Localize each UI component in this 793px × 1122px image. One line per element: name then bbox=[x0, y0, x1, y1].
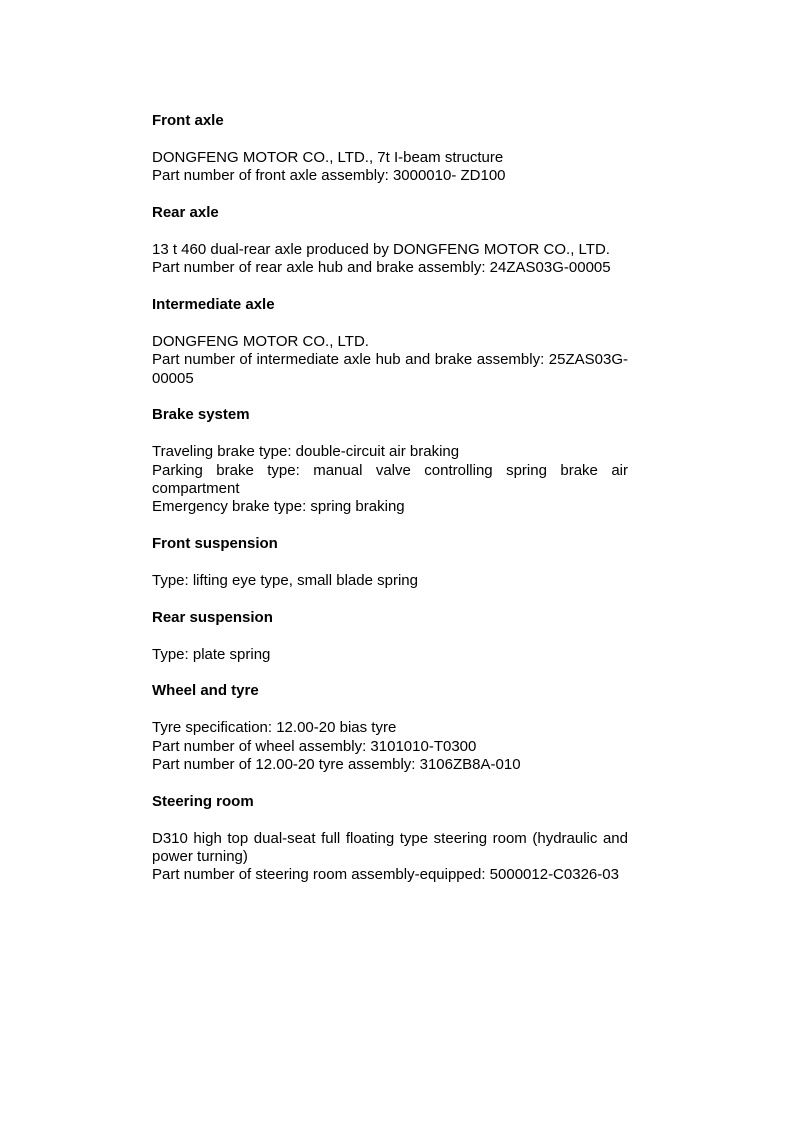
section-text-line: Part number of steering room assembly-equipped: 5000012-C0326-03 bbox=[152, 866, 619, 884]
section-rear-axle bbox=[152, 204, 628, 278]
section-heading: Rear axle bbox=[152, 204, 219, 221]
section-text-line: DONGFENG MOTOR CO., LTD., 7t I-beam structure bbox=[152, 148, 504, 166]
section-heading: Rear suspension bbox=[152, 608, 273, 626]
section-heading: Brake system bbox=[152, 406, 250, 424]
section-text-line: Type: lifting eye type, small blade spring bbox=[152, 572, 418, 590]
section-text-line: Emergency brake type: spring braking bbox=[152, 498, 405, 516]
section-text-line: Tyre specification: 12.00-20 bias tyre bbox=[152, 719, 397, 737]
section-heading: Front suspension bbox=[152, 535, 278, 553]
section-heading: Intermediate axle bbox=[152, 296, 275, 313]
section-text-line: Part number of wheel assembly: 3101010-T0300 bbox=[152, 737, 477, 755]
section-text-line: Traveling brake type: double-circuit air braking bbox=[152, 443, 460, 461]
section-steering-room bbox=[152, 793, 628, 885]
section-text-line: 13 t 460 dual-rear axle produced by DONGFENG MOTOR CO., LTD. bbox=[152, 240, 610, 258]
section-heading: Front axle bbox=[152, 112, 224, 129]
section-text-line: Part number of intermediate axle hub and brake assembly: 25ZAS03G-00005 bbox=[152, 351, 628, 387]
document-page bbox=[152, 112, 628, 903]
section-text-line: Type: plate spring bbox=[152, 645, 271, 663]
section-front-axle bbox=[152, 112, 628, 186]
section-rear-suspension bbox=[152, 609, 628, 664]
section-text-line: Part number of 12.00-20 tyre assembly: 3106ZB8A-010 bbox=[152, 756, 521, 774]
section-text-line: Part number of front axle assembly: 3000010- ZD100 bbox=[152, 167, 506, 185]
section-wheel-and-tyre bbox=[152, 682, 628, 774]
section-intermediate-axle bbox=[152, 296, 628, 388]
section-text-line: D310 high top dual-seat full floating type steering room (hydraulic and power turning) bbox=[152, 829, 628, 866]
section-front-suspension bbox=[152, 535, 628, 590]
section-text-line: Part number of rear axle hub and brake assembly: 24ZAS03G-00005 bbox=[152, 259, 611, 277]
section-brake-system bbox=[152, 406, 628, 516]
section-heading: Steering room bbox=[152, 792, 254, 810]
section-heading: Wheel and tyre bbox=[152, 682, 259, 700]
section-text-line: Parking brake type: manual valve controlling spring brake air compartment bbox=[152, 461, 628, 498]
section-text-line: DONGFENG MOTOR CO., LTD. bbox=[152, 332, 369, 350]
